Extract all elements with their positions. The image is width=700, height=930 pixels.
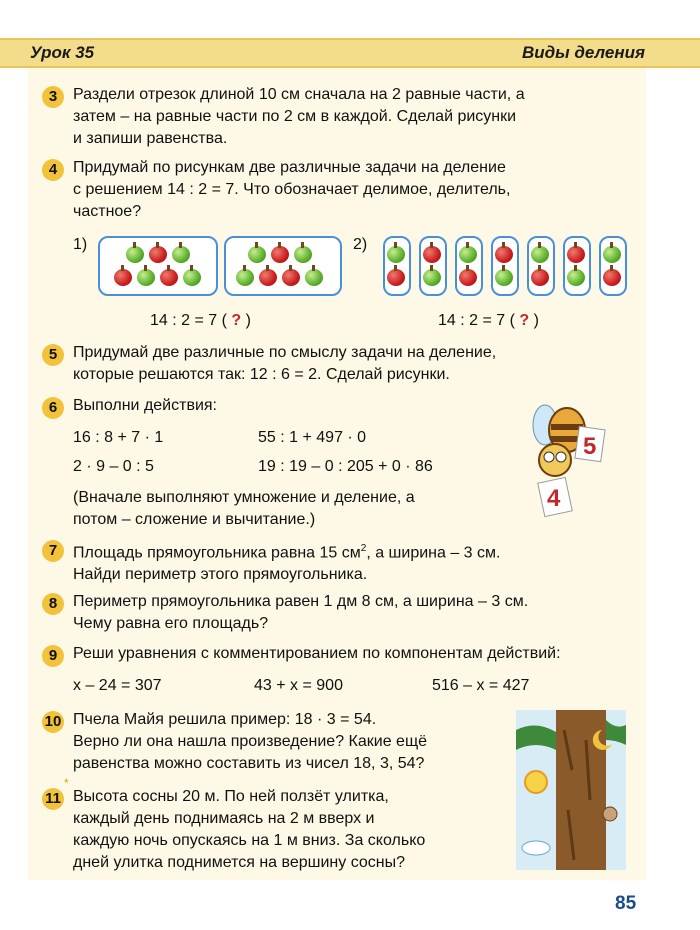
task-3-text — [73, 84, 525, 150]
expression: 2 · 9 – 0 : 5 — [73, 458, 154, 475]
apple-icon — [531, 246, 549, 263]
apple-group-box-2 — [224, 236, 342, 296]
task-10-text — [73, 709, 427, 775]
apple-icon — [603, 246, 621, 263]
task-4-line: частное? — [73, 203, 142, 220]
task-10-line: Верно ли она нашла произведение? Какие ещё — [73, 733, 428, 750]
task-3-line: затем – на равные части по 2 см в каждой. Сделай рисунки — [73, 108, 517, 125]
equation: 43 + x = 900 — [254, 677, 343, 694]
snail-icon — [603, 807, 617, 821]
apple-icon — [567, 269, 585, 286]
card-digit: 5 — [583, 433, 597, 460]
apple-group-box-1 — [98, 236, 218, 296]
apple-pair-box — [455, 236, 483, 296]
apple-pair-box — [599, 236, 627, 296]
apple-icon — [531, 269, 549, 286]
equation: x – 24 = 307 — [73, 677, 162, 694]
star-mark: * — [64, 776, 69, 790]
pine-tree-illustration — [516, 710, 626, 870]
task-11-text — [73, 786, 425, 874]
task-10-line: равенства можно составить из чисел 18, 3, 54? — [73, 755, 425, 772]
task-11-line: Высота сосны 20 м. По ней ползёт улитка, — [73, 788, 389, 805]
task-5-line: которые решаются так: 12 : 6 = 2. Сделай рисунки. — [73, 366, 450, 383]
task-10-badge: 10 — [42, 711, 64, 733]
apple-icon — [126, 246, 144, 263]
apple-icon — [567, 246, 585, 263]
bee-head — [539, 444, 571, 476]
task-7-line: Найди периметр этого прямоугольника. — [73, 566, 368, 584]
apple-icon — [495, 246, 513, 263]
card-digit: 4 — [547, 485, 561, 512]
task-11-line: каждую ночь опускаясь на 1 м вниз. За сколько — [73, 832, 426, 849]
apple-icon — [149, 246, 167, 263]
bee-eye — [544, 452, 554, 462]
task-8-line: Чему равна его площадь? — [73, 615, 269, 632]
apple-icon — [160, 269, 178, 286]
task-4-line: с решением 14 : 2 = 7. Что обозначает делимое, делитель, — [73, 181, 511, 198]
apple-icon — [603, 269, 621, 286]
equation-1 — [150, 312, 251, 330]
equation: 516 – x = 427 — [432, 677, 530, 694]
task-9-badge: 9 — [42, 645, 64, 667]
apple-icon — [387, 246, 405, 263]
task-11-badge: 11 — [42, 788, 64, 810]
expression: 16 : 8 + 7 · 1 — [73, 429, 164, 446]
task-4-line: Придумай по рисункам две различные задачи на деление — [73, 159, 506, 176]
task-8-badge: 8 — [42, 593, 64, 615]
task-6-note-line: потом – сложение и вычитание.) — [73, 511, 316, 528]
apple-pair-box — [383, 236, 411, 296]
apple-icon — [236, 269, 254, 286]
task-7-line-part: , а ширина – 3 см. — [366, 544, 501, 562]
task-7-line-part: Площадь прямоугольника равна 15 см — [73, 544, 361, 562]
apple-icon — [294, 246, 312, 263]
task-6-badge: 6 — [42, 397, 64, 419]
apple-pair-box — [491, 236, 519, 296]
apple-icon — [387, 269, 405, 286]
apple-icon — [423, 246, 441, 263]
apple-icon — [172, 246, 190, 263]
task-3-line: Раздели отрезок длиной 10 см сначала на 2 равные части, а — [73, 86, 525, 103]
question-mark: ? — [231, 312, 242, 329]
equation-1-text: 14 : 2 = 7 ( — [150, 312, 227, 329]
equation-1-close: ) — [245, 312, 251, 329]
task-5-line: Придумай две различные по смыслу задачи на деление, — [73, 344, 497, 361]
apple-icon — [282, 269, 300, 286]
bee-eye — [556, 452, 566, 462]
apple-icon — [137, 269, 155, 286]
figure-1-label: 1) — [73, 236, 88, 253]
apple-pair-box — [563, 236, 591, 296]
figure-2-label: 2) — [353, 236, 368, 253]
page-top-margin — [0, 0, 700, 30]
expression: 55 : 1 + 497 · 0 — [258, 429, 367, 446]
task-5-badge: 5 — [42, 344, 64, 366]
apple-icon — [305, 269, 323, 286]
task-3-badge: 3 — [42, 86, 64, 108]
task-11-line: каждый день поднимаясь на 2 м вверх и — [73, 810, 375, 827]
lesson-number: Урок 35 — [30, 43, 95, 62]
apple-icon — [183, 269, 201, 286]
task-10-line: Пчела Майя решила пример: 18 · 3 = 54. — [73, 711, 377, 728]
apple-icon — [459, 246, 477, 263]
superscript: 2 — [360, 543, 367, 554]
task-5-text — [73, 342, 496, 386]
bee-stripe — [551, 424, 583, 430]
lesson-topic: Виды деления — [521, 43, 645, 62]
apple-pair-box — [419, 236, 447, 296]
task-8-text — [73, 591, 528, 635]
task-7-text — [73, 538, 500, 586]
apple-icon — [423, 269, 441, 286]
task-6-title: Выполни действия: — [73, 397, 217, 414]
apple-icon — [271, 246, 289, 263]
apple-icon — [495, 269, 513, 286]
page-number: 85 — [615, 893, 637, 914]
apple-icon — [248, 246, 266, 263]
equation-2 — [438, 312, 539, 330]
lesson-header — [0, 38, 700, 68]
task-9-title: Реши уравнения с комментированием по компонентам действий: — [73, 645, 561, 662]
apple-icon — [459, 269, 477, 286]
task-4-badge: 4 — [42, 159, 64, 181]
task-7-line — [73, 538, 500, 564]
equation-2-text: 14 : 2 = 7 ( — [438, 312, 515, 329]
apple-icon — [259, 269, 277, 286]
equation-2-close: ) — [533, 312, 539, 329]
bee-illustration — [515, 400, 615, 520]
apple-pair-box — [527, 236, 555, 296]
task-6-note — [73, 487, 415, 531]
task-8-line: Периметр прямоугольника равен 1 дм 8 см, а ширина – 3 см. — [73, 593, 529, 610]
task-7-badge: 7 — [42, 540, 64, 562]
question-mark: ? — [519, 312, 530, 329]
task-3-line: и запиши равенства. — [73, 130, 228, 147]
apple-icon — [114, 269, 132, 286]
task-4-text — [73, 157, 510, 223]
task-6-note-line: (Вначале выполняют умножение и деление, а — [73, 489, 415, 506]
cloud-icon — [522, 841, 550, 855]
sun-icon — [525, 771, 547, 793]
expression: 19 : 19 – 0 : 205 + 0 · 86 — [258, 458, 433, 475]
task-11-line: дней улитка поднимется на вершину сосны? — [73, 854, 406, 871]
